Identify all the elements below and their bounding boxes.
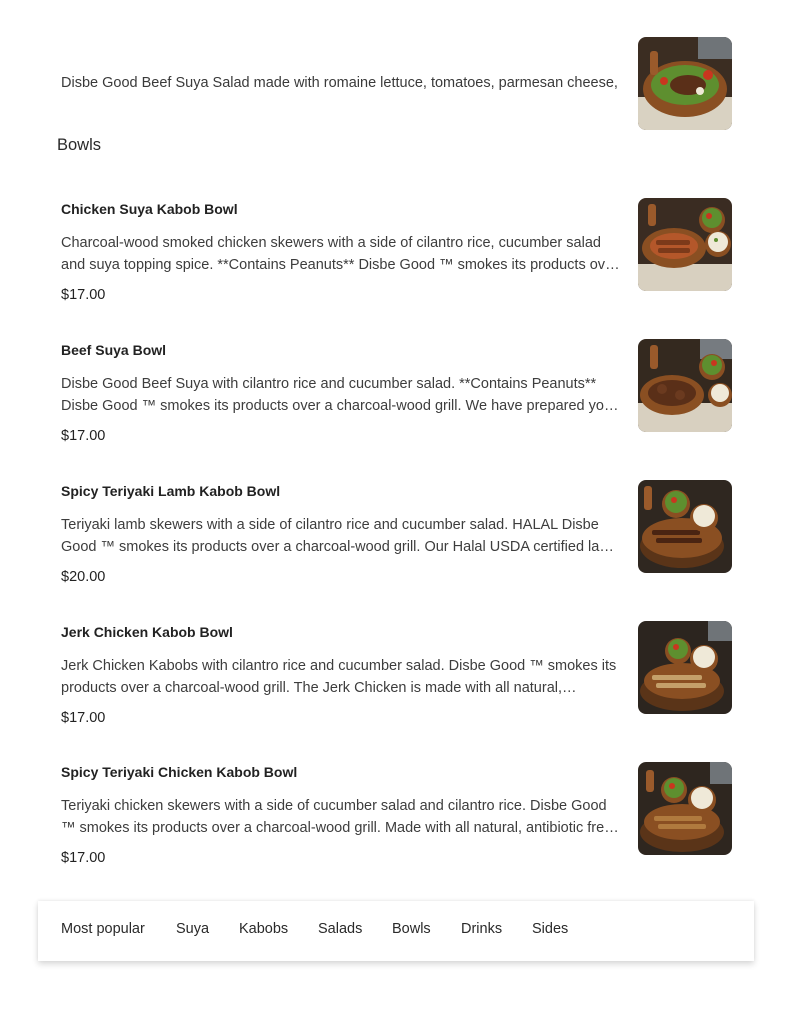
item-description: Charcoal-wood smoked chicken skewers with a side of cilantro rice, cucumber salad and suya topping spice. **Contains Peanuts** Disbe Good ™ smokes its products over	[61, 235, 618, 273]
item-name: Spicy Teriyaki Chicken Kabob Bowl	[61, 764, 298, 780]
item-description: Teriyaki chicken skewers with a side of cucumber salad and cilantro rice. Disbe Good ™ smokes its products over a charcoal-wood grill. Made with all natural, antibiotic free	[61, 798, 613, 836]
category-tab-most-popular[interactable]: Most popular	[61, 921, 145, 937]
item-description: Jerk Chicken Kabobs with cilantro rice and cucumber salad. Disbe Good ™ smokes its products over a charcoal-wood grill. The Jerk Chicken is made with all natural,	[61, 658, 617, 696]
item-description: Disbe Good Beef Suya with cilantro rice and cucumber salad. **Contains Peanuts** Disbe Good ™ smokes its products over a charcoal-wood grill. We have prepared your	[61, 376, 617, 414]
item-photo	[638, 762, 732, 855]
item-price: $17.00	[61, 287, 106, 303]
item-photo	[638, 37, 732, 130]
item-photo	[638, 339, 732, 432]
item-name: Jerk Chicken Kabob Bowl	[61, 624, 233, 640]
item-photo	[638, 198, 732, 291]
category-tab-salads[interactable]: Salads	[318, 921, 363, 937]
category-tab-kabobs[interactable]: Kabobs	[239, 921, 289, 937]
item-photo	[638, 480, 732, 573]
category-tab-drinks[interactable]: Drinks	[461, 921, 503, 937]
item-description: Disbe Good Beef Suya Salad made with romaine lettuce, tomatoes, parmesan cheese,	[61, 75, 618, 91]
item-price: $20.00	[61, 569, 106, 585]
item-price: $17.00	[61, 710, 106, 726]
item-description: Teriyaki lamb skewers with a side of cilantro rice and cucumber salad. HALAL Disbe Good ™ smokes its products over a charcoal-wood grill. Our Halal USDA certified lamb	[61, 517, 620, 555]
item-name: Chicken Suya Kabob Bowl	[61, 201, 238, 217]
menu-item-beef-suya-salad[interactable]	[0, 0, 791, 140]
item-photo	[638, 621, 732, 714]
item-name: Beef Suya Bowl	[61, 342, 167, 358]
category-nav-bar	[38, 901, 754, 961]
category-tab-sides[interactable]: Sides	[532, 921, 569, 937]
item-price: $17.00	[61, 850, 106, 866]
item-price: $17.00	[61, 428, 106, 444]
section-title-bowls: Bowls	[57, 136, 102, 154]
category-tab-suya[interactable]: Suya	[176, 921, 210, 937]
category-tab-bowls[interactable]: Bowls	[392, 921, 431, 937]
item-name: Spicy Teriyaki Lamb Kabob Bowl	[61, 483, 281, 499]
